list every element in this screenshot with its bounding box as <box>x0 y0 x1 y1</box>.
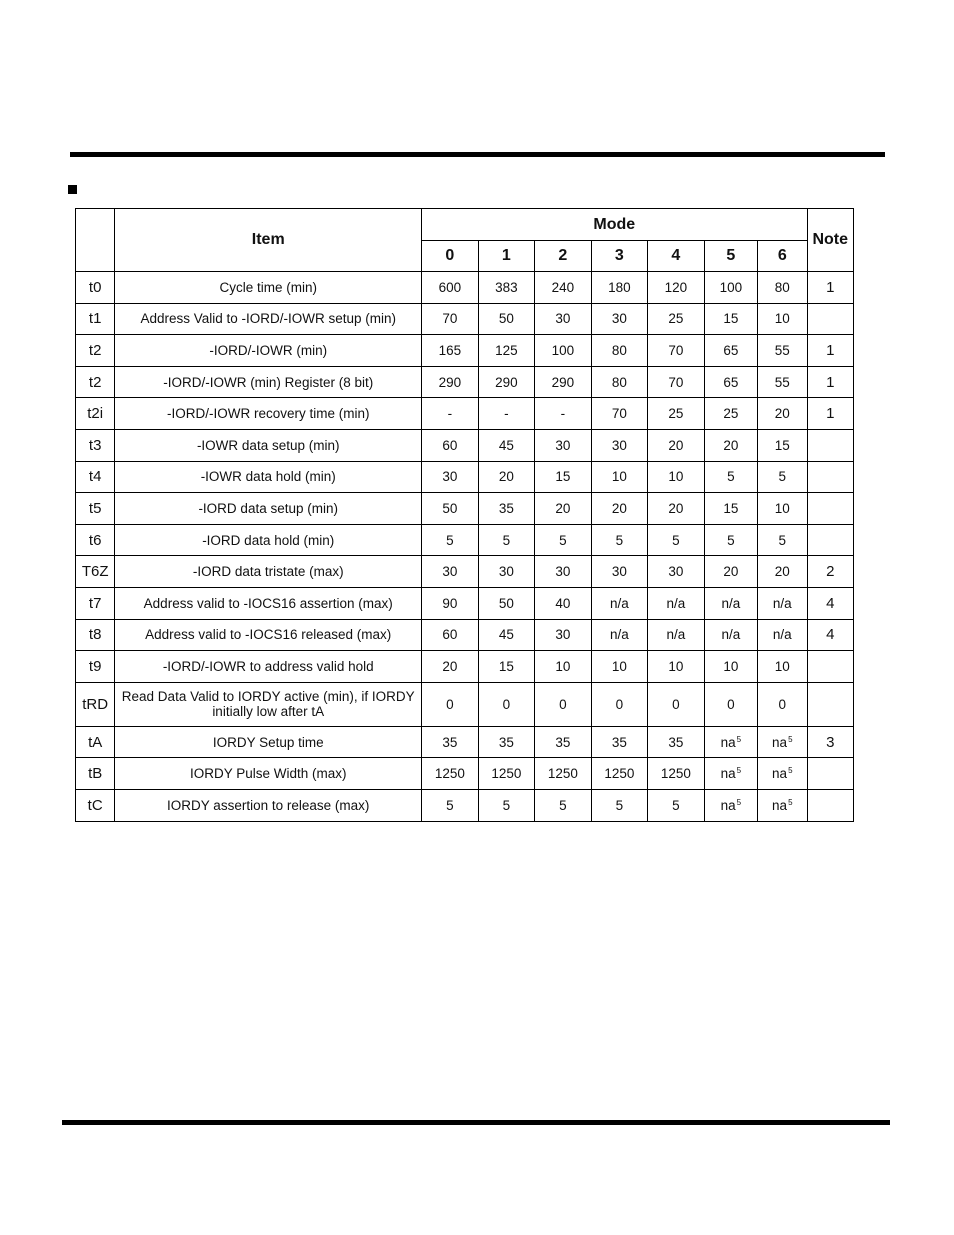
timing-symbol: t7 <box>76 587 115 619</box>
note-cell <box>807 651 853 683</box>
mode-3-value: 0 <box>591 682 648 726</box>
mode-4-value: 10 <box>648 461 705 493</box>
mode-1-value: 45 <box>478 619 535 651</box>
mode-5-value <box>704 758 757 790</box>
note-cell <box>807 758 853 790</box>
mode-2-value: 30 <box>535 619 592 651</box>
mode-5-value: n/a <box>704 587 757 619</box>
mode-2-value: 1250 <box>535 758 592 790</box>
na-value: na <box>720 797 736 813</box>
mode-4-value: 5 <box>648 789 705 821</box>
footnote-mark: 5 <box>788 797 793 807</box>
mode-2-value: 5 <box>535 524 592 556</box>
timing-symbol: tA <box>76 726 115 758</box>
mode-6-value: 20 <box>758 398 807 430</box>
mode-0-value: 600 <box>422 272 479 304</box>
timing-symbol: t2i <box>76 398 115 430</box>
mode-2-value: 15 <box>535 461 592 493</box>
mode-6-value: 10 <box>758 651 807 683</box>
mode-3-value: 70 <box>591 398 648 430</box>
mode-1-value: 50 <box>478 587 535 619</box>
table-row <box>76 587 854 619</box>
note-cell <box>807 682 853 726</box>
mode-5-value: 65 <box>704 366 757 398</box>
mode-3-value: 80 <box>591 366 648 398</box>
mode-5-value: 20 <box>704 429 757 461</box>
mode-6-header: 6 <box>758 241 807 272</box>
mode-1-value: 0 <box>478 682 535 726</box>
mode-5-value: 25 <box>704 398 757 430</box>
table-row <box>76 556 854 588</box>
table-row <box>76 272 854 304</box>
note-cell: 1 <box>807 398 853 430</box>
mode-6-value <box>758 758 807 790</box>
table-row <box>76 524 854 556</box>
mode-0-value: 30 <box>422 556 479 588</box>
mode-1-value: 35 <box>478 726 535 758</box>
mode-0-value: 60 <box>422 429 479 461</box>
top-rule <box>70 152 885 157</box>
mode-5-header: 5 <box>704 241 757 272</box>
timing-symbol: t2 <box>76 366 115 398</box>
na-value: na <box>772 734 788 750</box>
na-value: na <box>772 766 788 782</box>
mode-6-value <box>758 789 807 821</box>
mode-2-value: 5 <box>535 789 592 821</box>
timing-symbol: t2 <box>76 335 115 367</box>
mode-0-value: 30 <box>422 461 479 493</box>
mode-6-value: n/a <box>758 587 807 619</box>
mode-2-value: - <box>535 398 592 430</box>
mode-0-value: 0 <box>422 682 479 726</box>
footnote-mark: 5 <box>788 766 793 776</box>
mode-1-value: 20 <box>478 461 535 493</box>
note-header: Note <box>807 209 853 272</box>
mode-4-value: n/a <box>648 619 705 651</box>
mode-6-value: 20 <box>758 556 807 588</box>
mode-6-value: 80 <box>758 272 807 304</box>
mode-header: Mode <box>422 209 807 241</box>
mode-0-value: - <box>422 398 479 430</box>
mode-5-value: 0 <box>704 682 757 726</box>
mode-0-value: 165 <box>422 335 479 367</box>
mode-3-value: 180 <box>591 272 648 304</box>
mode-4-value: 10 <box>648 651 705 683</box>
mode-1-value: 5 <box>478 789 535 821</box>
mode-4-value: 20 <box>648 429 705 461</box>
note-cell <box>807 303 853 335</box>
mode-3-value: 5 <box>591 789 648 821</box>
mode-4-value: 35 <box>648 726 705 758</box>
mode-6-value: 5 <box>758 461 807 493</box>
table-row <box>76 651 854 683</box>
mode-3-header: 3 <box>591 241 648 272</box>
timing-item: -IOWR data setup (min) <box>115 429 422 461</box>
mode-4-value: 70 <box>648 335 705 367</box>
mode-2-value: 0 <box>535 682 592 726</box>
timing-item: -IORD data tristate (max) <box>115 556 422 588</box>
mode-0-header: 0 <box>422 241 479 272</box>
mode-4-value: 25 <box>648 303 705 335</box>
mode-4-value: 30 <box>648 556 705 588</box>
note-cell: 2 <box>807 556 853 588</box>
square-bullet-icon <box>68 185 77 194</box>
footnote-mark: 5 <box>736 797 742 807</box>
mode-1-value: 50 <box>478 303 535 335</box>
na-value: na <box>720 766 736 782</box>
mode-2-value: 30 <box>535 303 592 335</box>
mode-6-value: 55 <box>758 366 807 398</box>
table-row <box>76 619 854 651</box>
mode-4-value: 1250 <box>648 758 705 790</box>
mode-2-value: 35 <box>535 726 592 758</box>
mode-5-value: n/a <box>704 619 757 651</box>
mode-5-value: 15 <box>704 303 757 335</box>
note-cell: 1 <box>807 272 853 304</box>
mode-4-value: 5 <box>648 524 705 556</box>
mode-5-value: 15 <box>704 493 757 525</box>
mode-0-value: 35 <box>422 726 479 758</box>
mode-0-value: 70 <box>422 303 479 335</box>
mode-3-value: 10 <box>591 651 648 683</box>
mode-3-value: 10 <box>591 461 648 493</box>
mode-3-value: 30 <box>591 303 648 335</box>
table-row <box>76 429 854 461</box>
mode-2-header: 2 <box>535 241 592 272</box>
symbol-header <box>76 209 115 272</box>
mode-0-value: 1250 <box>422 758 479 790</box>
mode-4-value: 120 <box>648 272 705 304</box>
timing-item: Read Data Valid to IORDY active (min), if IORDY initially low after tA <box>115 682 422 726</box>
timing-symbol: tRD <box>76 682 115 726</box>
table-row <box>76 726 854 758</box>
mode-3-value: n/a <box>591 587 648 619</box>
mode-6-value: 15 <box>758 429 807 461</box>
mode-2-value: 40 <box>535 587 592 619</box>
note-cell: 1 <box>807 335 853 367</box>
mode-0-value: 50 <box>422 493 479 525</box>
footnote-mark: 5 <box>736 734 742 744</box>
table-row <box>76 682 854 726</box>
mode-2-value: 100 <box>535 335 592 367</box>
timing-symbol: t3 <box>76 429 115 461</box>
timing-symbol: t8 <box>76 619 115 651</box>
note-cell: 1 <box>807 366 853 398</box>
table-row <box>76 493 854 525</box>
mode-0-value: 20 <box>422 651 479 683</box>
timing-item: -IORD/-IOWR (min) <box>115 335 422 367</box>
mode-0-value: 5 <box>422 524 479 556</box>
timing-item: -IORD data hold (min) <box>115 524 422 556</box>
timing-item: IORDY assertion to release (max) <box>115 789 422 821</box>
mode-0-value: 90 <box>422 587 479 619</box>
mode-1-value: 125 <box>478 335 535 367</box>
mode-6-value: 5 <box>758 524 807 556</box>
mode-6-value: 10 <box>758 303 807 335</box>
mode-3-value: 30 <box>591 429 648 461</box>
mode-5-value: 10 <box>704 651 757 683</box>
mode-5-value: 5 <box>704 461 757 493</box>
bottom-rule <box>62 1120 890 1125</box>
mode-3-value: 1250 <box>591 758 648 790</box>
mode-5-value <box>704 726 757 758</box>
mode-5-value: 5 <box>704 524 757 556</box>
mode-5-value: 65 <box>704 335 757 367</box>
timing-item: Cycle time (min) <box>115 272 422 304</box>
table-row <box>76 335 854 367</box>
timing-symbol: t9 <box>76 651 115 683</box>
mode-3-value: 30 <box>591 556 648 588</box>
mode-1-value: 15 <box>478 651 535 683</box>
mode-6-value <box>758 726 807 758</box>
timing-symbol: t0 <box>76 272 115 304</box>
table-row <box>76 398 854 430</box>
mode-3-value: 5 <box>591 524 648 556</box>
mode-0-value: 60 <box>422 619 479 651</box>
mode-6-value: 55 <box>758 335 807 367</box>
timing-item: -IORD/-IOWR recovery time (min) <box>115 398 422 430</box>
mode-0-value: 5 <box>422 789 479 821</box>
timing-table <box>75 208 854 822</box>
mode-3-value: 20 <box>591 493 648 525</box>
note-cell <box>807 461 853 493</box>
note-cell <box>807 789 853 821</box>
timing-symbol: tB <box>76 758 115 790</box>
item-header: Item <box>115 209 422 272</box>
mode-1-value: - <box>478 398 535 430</box>
table-row <box>76 758 854 790</box>
timing-symbol: T6Z <box>76 556 115 588</box>
mode-1-value: 45 <box>478 429 535 461</box>
mode-2-value: 30 <box>535 429 592 461</box>
footnote-mark: 5 <box>788 734 793 744</box>
mode-1-value: 30 <box>478 556 535 588</box>
mode-0-value: 290 <box>422 366 479 398</box>
timing-symbol: t5 <box>76 493 115 525</box>
mode-1-header: 1 <box>478 241 535 272</box>
timing-item: -IORD/-IOWR (min) Register (8 bit) <box>115 366 422 398</box>
mode-3-value: 35 <box>591 726 648 758</box>
table-row <box>76 366 854 398</box>
timing-symbol: t1 <box>76 303 115 335</box>
na-value: na <box>720 734 736 750</box>
timing-item: Address valid to -IOCS16 released (max) <box>115 619 422 651</box>
note-cell: 3 <box>807 726 853 758</box>
mode-4-value: n/a <box>648 587 705 619</box>
timing-item: -IORD/-IOWR to address valid hold <box>115 651 422 683</box>
mode-5-value: 100 <box>704 272 757 304</box>
timing-symbol: tC <box>76 789 115 821</box>
note-cell <box>807 429 853 461</box>
na-value: na <box>772 797 788 813</box>
mode-3-value: n/a <box>591 619 648 651</box>
timing-item: IORDY Setup time <box>115 726 422 758</box>
timing-item: Address valid to -IOCS16 assertion (max) <box>115 587 422 619</box>
mode-6-value: 10 <box>758 493 807 525</box>
mode-2-value: 10 <box>535 651 592 683</box>
note-cell: 4 <box>807 619 853 651</box>
mode-1-value: 383 <box>478 272 535 304</box>
timing-item: Address Valid to -IORD/-IOWR setup (min) <box>115 303 422 335</box>
mode-1-value: 290 <box>478 366 535 398</box>
mode-6-value: n/a <box>758 619 807 651</box>
mode-6-value: 0 <box>758 682 807 726</box>
timing-item: IORDY Pulse Width (max) <box>115 758 422 790</box>
mode-3-value: 80 <box>591 335 648 367</box>
timing-item: -IORD data setup (min) <box>115 493 422 525</box>
mode-2-value: 240 <box>535 272 592 304</box>
table-row <box>76 461 854 493</box>
mode-4-header: 4 <box>648 241 705 272</box>
mode-2-value: 30 <box>535 556 592 588</box>
note-cell: 4 <box>807 587 853 619</box>
footnote-mark: 5 <box>736 766 742 776</box>
mode-1-value: 35 <box>478 493 535 525</box>
mode-5-value <box>704 789 757 821</box>
mode-4-value: 20 <box>648 493 705 525</box>
mode-5-value: 20 <box>704 556 757 588</box>
table-row <box>76 789 854 821</box>
mode-4-value: 25 <box>648 398 705 430</box>
timing-symbol: t6 <box>76 524 115 556</box>
note-cell <box>807 493 853 525</box>
table-row <box>76 303 854 335</box>
mode-4-value: 70 <box>648 366 705 398</box>
mode-1-value: 1250 <box>478 758 535 790</box>
timing-symbol: t4 <box>76 461 115 493</box>
mode-4-value: 0 <box>648 682 705 726</box>
note-cell <box>807 524 853 556</box>
mode-2-value: 290 <box>535 366 592 398</box>
timing-item: -IOWR data hold (min) <box>115 461 422 493</box>
mode-1-value: 5 <box>478 524 535 556</box>
mode-2-value: 20 <box>535 493 592 525</box>
